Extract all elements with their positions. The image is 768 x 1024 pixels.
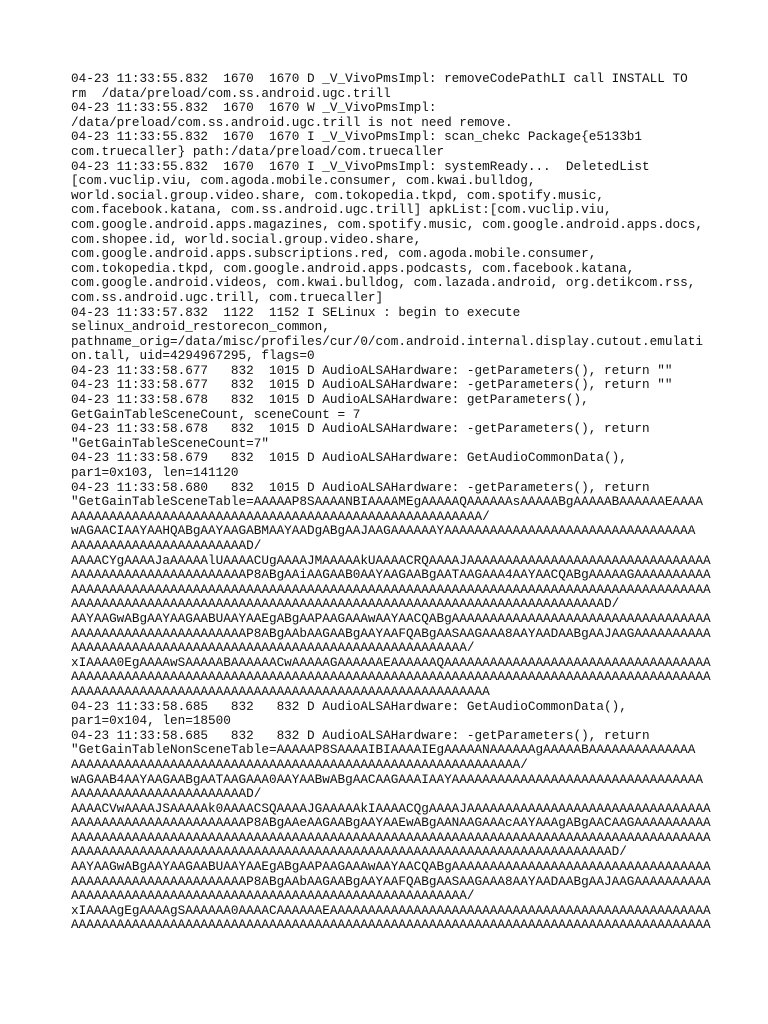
log-line: AAAAAAAAAAAAAAAAAAAAAAAD/ — [71, 787, 262, 802]
log-line: AAAAAAAAAAAAAAAAAAAAAAAAAAAAAAAAAAAAAAAAAAAAAAAAAAAAAAAAAAAAAAAAAAAAAAAD/ — [71, 845, 627, 860]
log-line: AAAAAAAAAAAAAAAAAAAAAAAAAAAAAAAAAAAAAAAAAAAAAAAAAAAA/ — [71, 889, 475, 904]
log-line: AAAAAAAAAAAAAAAAAAAAAAAP8ABgAAiAAGAAB0AAYAAGAABgAATAAGAAA4AAYAACQABgAAAAAGAAAAAAAAAA — [71, 568, 711, 583]
log-line: 04-23 11:33:55.832 1670 1670 I _V_VivoPmsImpl: systemReady... DeletedList — [71, 159, 650, 174]
log-text-block — [71, 72, 711, 933]
log-line: com.google.android.videos, com.kwai.bulldog, com.lazada.android, org.detikcom.rss, — [71, 276, 696, 291]
log-line: wAGAAB4AAYAAGAABgAATAAGAAA0AAYAABwABgAACAAGAAAIAAYAAAAAAAAAAAAAAAAAAAAAAAAAAAAAAAAA — [71, 772, 703, 787]
log-line: rm /data/preload/com.ss.android.ugc.trill — [71, 86, 391, 101]
log-line: "GetGainTableSceneCount=7" — [71, 436, 269, 451]
log-line: AAAAAAAAAAAAAAAAAAAAAAAAAAAAAAAAAAAAAAAAAAAAAAAAAAAA/ — [71, 641, 475, 656]
log-line: "GetGainTableNonSceneTable=AAAAAP8SAAAAIBIAAAAIEgAAAAANAAAAAAgAAAAABAAAAAAAAAAAAAA — [71, 743, 696, 758]
log-line: com.shopee.id, world.social.group.video.share, — [71, 232, 422, 247]
log-line: xIAAAAgEgAAAAgSAAAAAA0AAAACAAAAAAEAAAAAAAAAAAAAAAAAAAAAAAAAAAAAAAAAAAAAAAAAAAAAAAAAA — [71, 903, 711, 918]
log-line: com.facebook.katana, com.ss.android.ugc.trill] apkList:[com.vuclip.viu, — [71, 203, 612, 218]
log-line: 04-23 11:33:58.677 832 1015 D AudioALSAHardware: -getParameters(), return "" — [71, 378, 673, 393]
log-line: AAAAAAAAAAAAAAAAAAAAAAAAAAAAAAAAAAAAAAAAAAAAAAAAAAAAAA/ — [71, 509, 490, 524]
log-line: com.ss.android.ugc.trill, com.truecaller] — [71, 290, 384, 305]
log-line: AAAAAAAAAAAAAAAAAAAAAAAAAAAAAAAAAAAAAAAAAAAAAAAAAAAAAAAAAAAAAAAAAAAAAAAAAAAAAAAAAAAA — [71, 918, 711, 933]
log-line: AAAAAAAAAAAAAAAAAAAAAAAD/ — [71, 539, 262, 553]
log-line: [com.vuclip.viu, com.agoda.mobile.consumer, com.kwai.bulldog, — [71, 174, 536, 189]
log-line: 04-23 11:33:55.832 1670 1670 I _V_VivoPmsImpl: scan_chekc Package{e5133b1 — [71, 130, 643, 145]
log-line: AAAAAAAAAAAAAAAAAAAAAAAAAAAAAAAAAAAAAAAAAAAAAAAAAAAAAAA — [71, 684, 490, 699]
log-line: AAAAAAAAAAAAAAAAAAAAAAAP8ABgAAbAAGAABgAAYAAFQABgAASAAGAAA8AAYAADAABgAAJAAGAAAAAAAAAA — [71, 874, 711, 889]
log-line: com.google.android.apps.magazines, com.spotify.music, com.google.android.apps.docs, — [71, 217, 703, 232]
log-line: AAAACYgAAAAJaAAAAAlUAAAACUgAAAAJMAAAAAkUAAAACRQAAAAJAAAAAAAAAAAAAAAAAAAAAAAAAAAAAAAA — [71, 553, 711, 568]
log-line: selinux_android_restorecon_common, — [71, 320, 330, 335]
log-line: 04-23 11:33:58.679 832 1015 D AudioALSAHardware: GetAudioCommonData(), — [71, 451, 627, 466]
log-line: pathname_orig=/data/misc/profiles/cur/0/com.android.internal.display.cutout.emulati — [71, 334, 703, 349]
log-line: par1=0x103, len=141120 — [71, 466, 239, 481]
log-line: 04-23 11:33:55.832 1670 1670 D _V_VivoPmsImpl: removeCodePathLI call INSTALL TO — [71, 72, 688, 86]
log-line: 04-23 11:33:58.678 832 1015 D AudioALSAHardware: getParameters(), — [71, 393, 589, 408]
log-line: AAAAAAAAAAAAAAAAAAAAAAAAAAAAAAAAAAAAAAAAAAAAAAAAAAAAAAAAAAAAAAAAAAAAAAAAAAAAAAAAAAAA — [71, 582, 711, 597]
log-line: on.tall, uid=4294967295, flags=0 — [71, 349, 315, 364]
log-line: AAAAAAAAAAAAAAAAAAAAAAAAAAAAAAAAAAAAAAAAAAAAAAAAAAAAAAAAAAA/ — [71, 757, 528, 772]
log-line: AAAAAAAAAAAAAAAAAAAAAAAAAAAAAAAAAAAAAAAAAAAAAAAAAAAAAAAAAAAAAAAAAAAAAAAAAAAAAAAAAAAA — [71, 830, 711, 845]
log-line: "GetGainTableSceneTable=AAAAAP8SAAAANBIAAAAMEgAAAAAQAAAAAAsAAAAABgAAAAABAAAAAAEAAAA — [71, 495, 703, 510]
log-line: world.social.group.video.share, com.tokopedia.tkpd, com.spotify.music, — [71, 188, 604, 203]
log-line: com.tokopedia.tkpd, com.google.android.apps.podcasts, com.facebook.katana, — [71, 261, 635, 276]
log-line: xIAAAA0EgAAAAwSAAAAABAAAAAACwAAAAAGAAAAAAEAAAAAAQAAAAAAAAAAAAAAAAAAAAAAAAAAAAAAAAAAA — [71, 655, 711, 670]
log-line: AAYAAGwABgAAYAAGAABUAAYAAEgABgAAPAAGAAAwAAYAACQABgAAAAAAAAAAAAAAAAAAAAAAAAAAAAAAAAAA — [71, 611, 711, 626]
log-line: AAYAAGwABgAAYAAGAABUAAYAAEgABgAAPAAGAAAwAAYAACQABgAAAAAAAAAAAAAAAAAAAAAAAAAAAAAAAAAA — [71, 860, 711, 875]
log-line: AAAAAAAAAAAAAAAAAAAAAAAAAAAAAAAAAAAAAAAAAAAAAAAAAAAAAAAAAAAAAAAAAAAAAAAAAAAAAAAAAAAA — [71, 670, 711, 685]
log-line: 04-23 11:33:58.680 832 1015 D AudioALSAHardware: -getParameters(), return — [71, 480, 650, 495]
log-line: com.truecaller} path:/data/preload/com.truecaller — [71, 144, 445, 159]
log-line: /data/preload/com.ss.android.ugc.trill is not need remove. — [71, 115, 513, 130]
log-line: AAAAAAAAAAAAAAAAAAAAAAAP8ABgAAeAAGAABgAAYAAEwABgAANAAGAAAcAAYAAAgABgAACAAGAAAAAAAAAA — [71, 816, 711, 831]
log-document — [71, 72, 711, 933]
log-line: AAAAAAAAAAAAAAAAAAAAAAAAAAAAAAAAAAAAAAAAAAAAAAAAAAAAAAAAAAAAAAAAAAAAAAD/ — [71, 597, 620, 612]
log-line: 04-23 11:33:58.677 832 1015 D AudioALSAHardware: -getParameters(), return "" — [71, 363, 673, 378]
log-line: 04-23 11:33:57.832 1122 1152 I SELinux : begin to execute — [71, 305, 521, 320]
log-line: 04-23 11:33:58.678 832 1015 D AudioALSAHardware: -getParameters(), return — [71, 422, 650, 437]
log-line: AAAAAAAAAAAAAAAAAAAAAAAP8ABgAAbAAGAABgAAYAAFQABgAASAAGAAA8AAYAADAABgAAJAAGAAAAAAAAAA — [71, 626, 711, 641]
log-line: AAAACVwAAAAJSAAAAAk0AAAACSQAAAAJGAAAAAkIAAAACQgAAAAJAAAAAAAAAAAAAAAAAAAAAAAAAAAAAAAA — [71, 801, 711, 816]
log-line: GetGainTableSceneCount, sceneCount = 7 — [71, 407, 361, 422]
log-line: par1=0x104, len=18500 — [71, 714, 231, 729]
log-line: 04-23 11:33:58.685 832 832 D AudioALSAHardware: GetAudioCommonData(), — [71, 699, 627, 714]
log-line: com.google.android.apps.subscriptions.red, com.agoda.mobile.consumer, — [71, 247, 597, 262]
log-line: 04-23 11:33:55.832 1670 1670 W _V_VivoPmsImpl: — [71, 101, 437, 116]
log-line: wAGAACIAAYAAHQABgAAYAAGABMAAYAADgABgAAJAAGAAAAAAYAAAAAAAAAAAAAAAAAAAAAAAAAAAAAAAAA — [71, 524, 696, 539]
log-line: 04-23 11:33:58.685 832 832 D AudioALSAHardware: -getParameters(), return — [71, 728, 650, 743]
